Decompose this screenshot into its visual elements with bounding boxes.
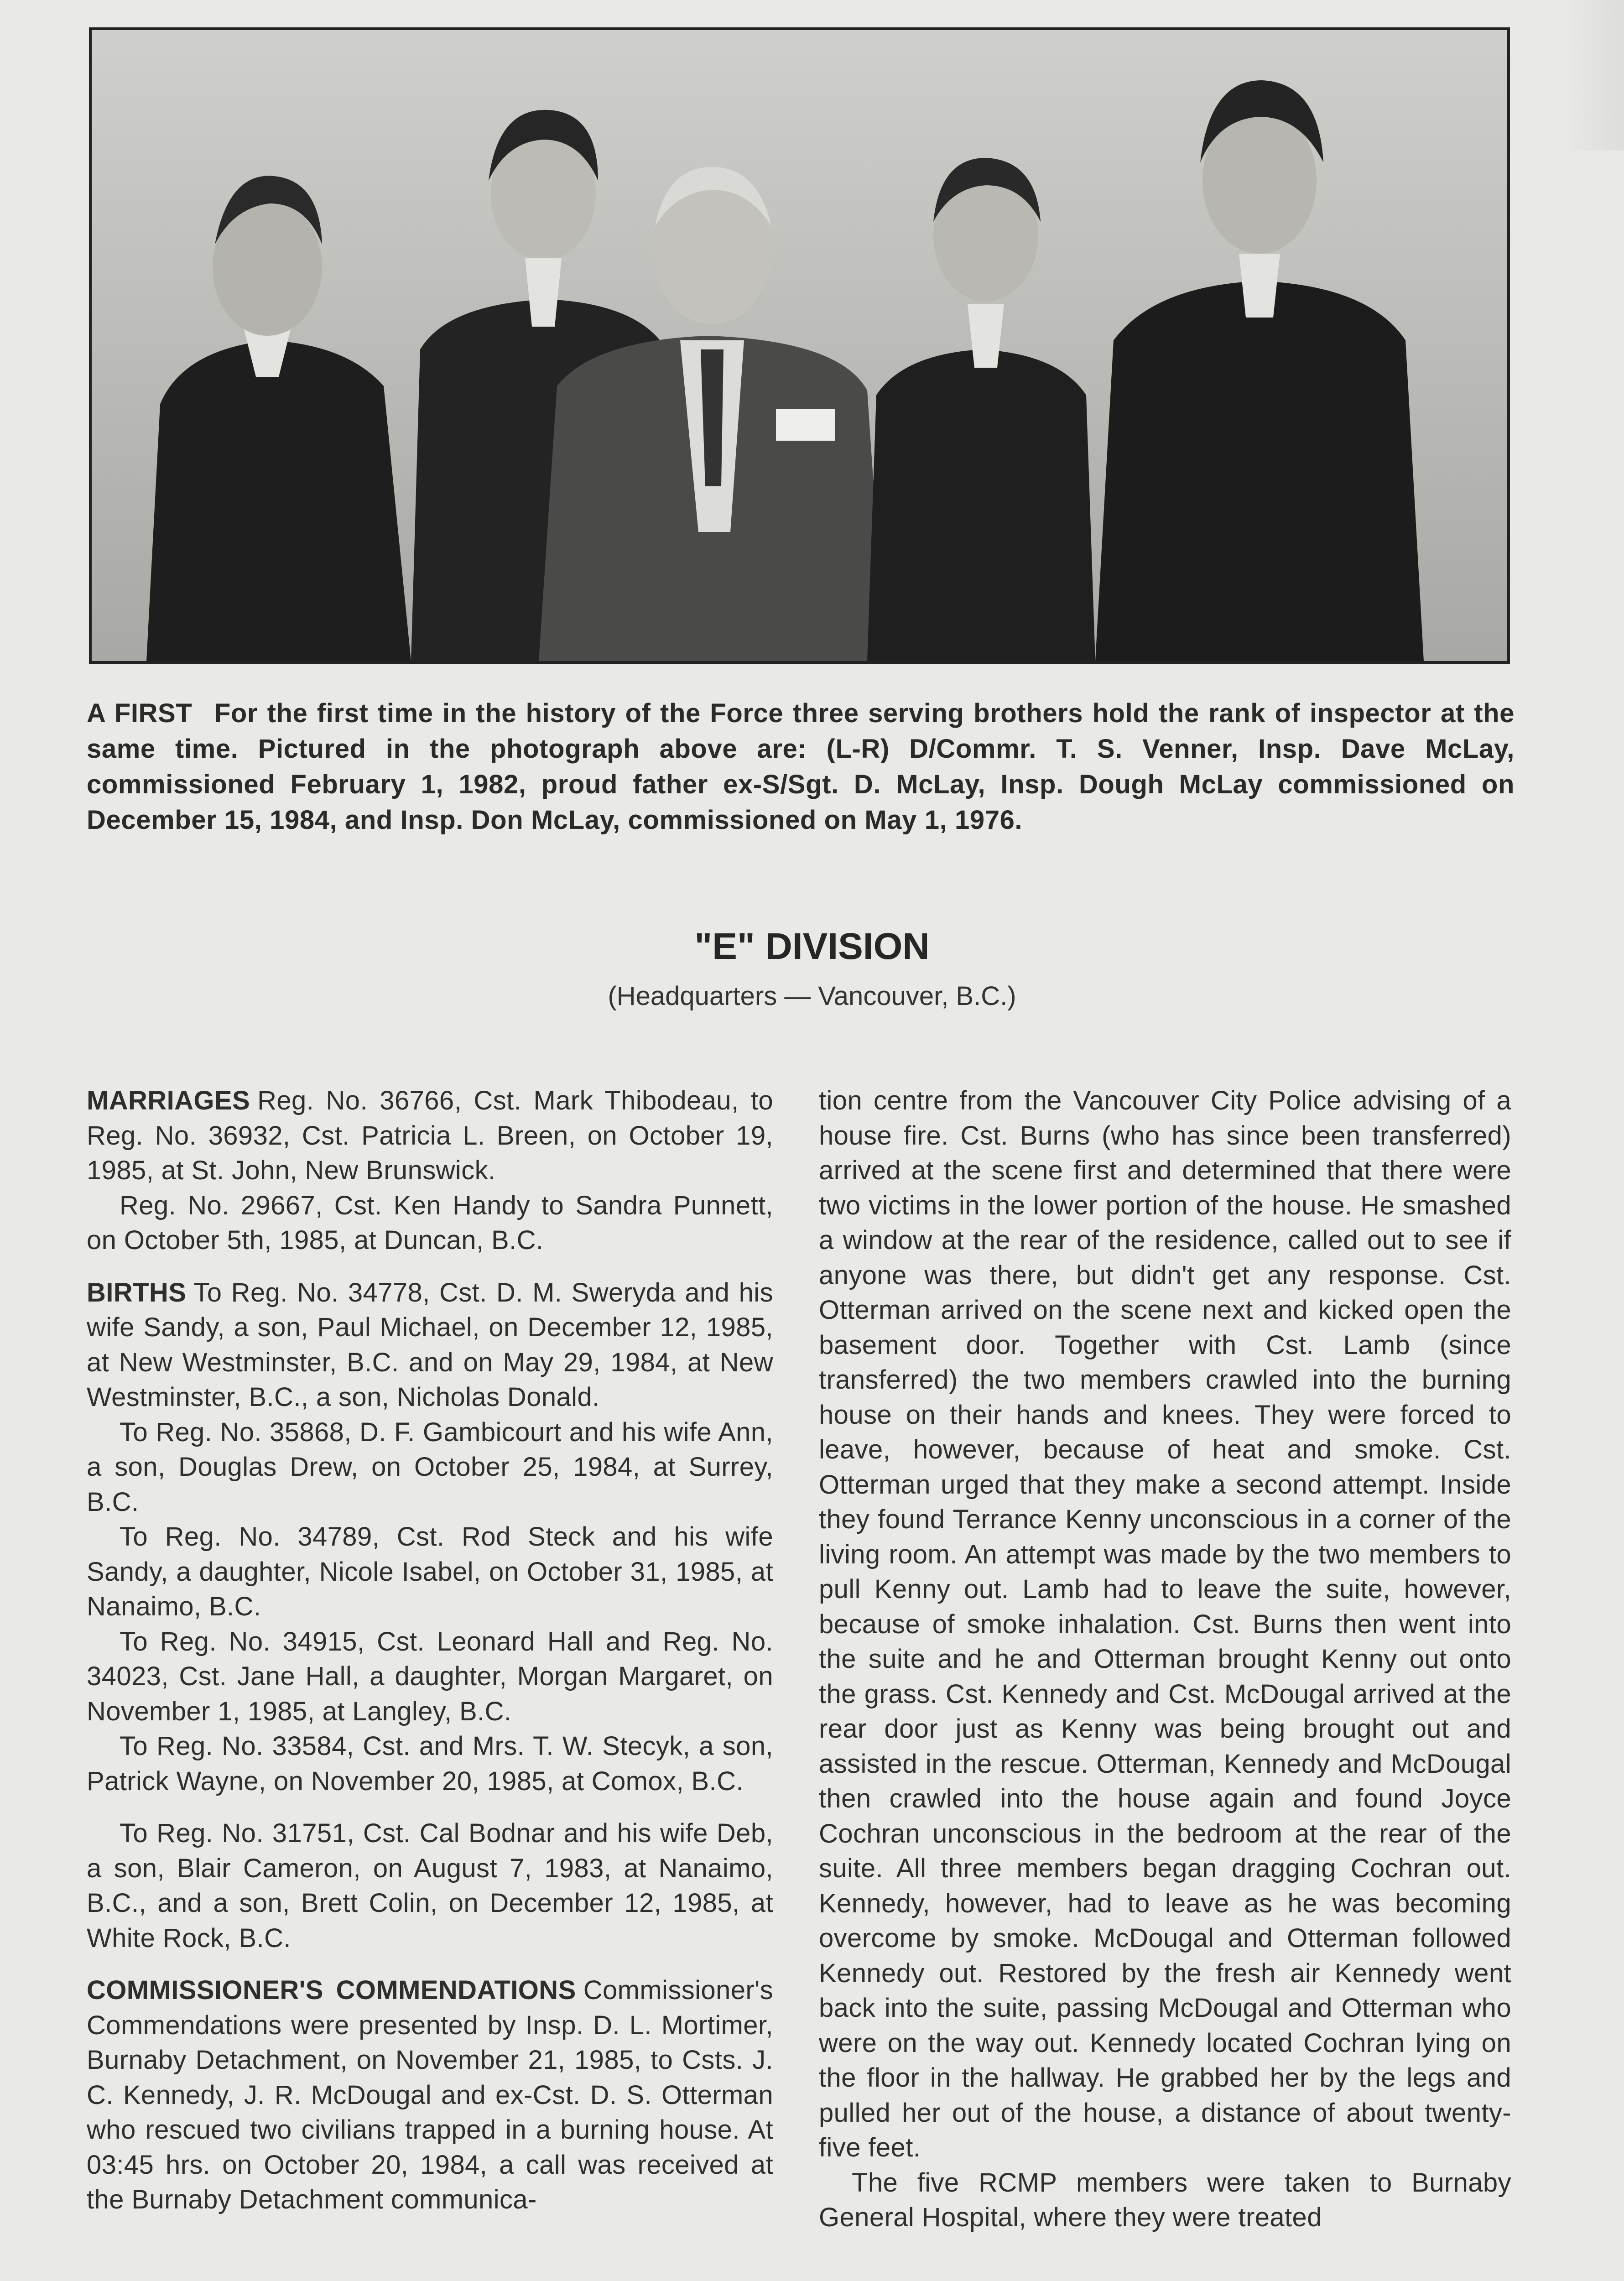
births-entry-3: To Reg. No. 34789, Cst. Rod Steck and his wife Sandy, a daughter, Nicole Isabel, on October 31, 1985, at Nanaimo, B.C.	[87, 1522, 773, 1621]
births-entry-2: To Reg. No. 35868, D. F. Gambicourt and his wife Ann, a son, Douglas Drew, on October 25, 1984, at Surrey, B.C.	[87, 1417, 773, 1517]
rescue-narrative: tion centre from the Vancouver City Police advising of a house fire. Cst. Burns (who has since been transferred) arrived at the scene first and determined that there were two victims in the lower portion of the house. He smashed a window at the rear of the residence, called out to see if anyone was there, but didn't get any response. Cst. Otterman arrived on the scene next and kicked open the basement door. Together with Cst. Lamb (since transferred) the two members crawled into the burning house on their hands and knees. They were forced to leave, however, because of heat and smoke. Cst. Otterman urged that they make a second attempt. Inside they found Terrance Kenny unconscious in a corner of the living room. An attempt was made by the two members to pull Kenny out. Lamb had to leave the suite, however, because of smoke inhalation. Cst. Burns then went into the suite and he and Otterman brought Kenny out onto the grass. Cst. Kennedy and Cst. McDougal arrived at the rear door just as Kenny was being brought out and assisted in the rescue. Otterman, Kennedy and McDougal then crawled into the house again and found Joyce Cochran unconscious in the bedroom at the rear of the suite. All three members began dragging Cochran out. Kennedy, however, had to leave as he was becoming overcome by smoke. McDougal and Otterman followed Kennedy out. Restored by the fresh air Kennedy went back into the suite, passing McDougal and Otterman who were on the way out. Kennedy located Cochran lying on the floor in the hallway. He grabbed her by the legs and pulled her out of the house, a distance of about twenty-five feet.	[819, 1086, 1511, 2162]
scan-edge-shadow	[1560, 0, 1624, 151]
caption-text: For the first time in the history of the Force three serving brothers hold the rank of inspector at the same time. Pictured in the photograph above are: (L-R) D/Commr. T. S. Venner, Insp. Dave McLay, commissioned February 1, 1982, proud father ex-S/Sgt. D. McLay, Insp. Dough McLay commissioned on December 15, 1984, and Insp. Don McLay, commissioned on May 1, 1976.	[87, 698, 1515, 835]
marriages-entry-1: Reg. No. 36766, Cst. Mark Thibodeau, to Reg. No. 36932, Cst. Patricia L. Breen, on October 19, 1985, at St. John, New Brunswick.	[87, 1086, 773, 1185]
section-subtitle: (Headquarters — Vancouver, B.C.)	[608, 981, 1016, 1011]
births-entry-4: To Reg. No. 34915, Cst. Leonard Hall and Reg. No. 34023, Cst. Jane Hall, a daughter, Morgan Margaret, on November 1, 1985, at Langley, B.C.	[87, 1626, 773, 1726]
marriages-heading: MARRIAGES	[87, 1086, 250, 1115]
commendations-text: Commissioner's Commendations were presented by Insp. D. L. Mortimer, Burnaby Detachment, on November 21, 1985, to Csts. J. C. Kennedy, J. R. McDougal and ex-Cst. D. S. Otterman who rescued two civilians trapped in a burning house. At 03:45 hrs. on October 20, 1984, a call was received at the Burnaby Detachment communica-	[87, 1975, 773, 2214]
group-portrait-image	[89, 27, 1510, 664]
births-entry-5: To Reg. No. 33584, Cst. and Mrs. T. W. Stecyk, a son, Patrick Wayne, on November 20, 1985, at Comox, B.C.	[87, 1731, 773, 1796]
births-heading: BIRTHS	[87, 1277, 187, 1307]
marriages-paragraph	[87, 1083, 773, 1188]
section-title: "E" DIVISION	[694, 926, 930, 967]
commendations-heading: COMMISSIONER'S COMMENDATIONS	[87, 1975, 576, 2005]
births-entry-1: To Reg. No. 34778, Cst. D. M. Sweryda and his wife Sandy, a son, Paul Michael, on December 12, 1985, at New Westminster, B.C. and on May 29, 1984, at New Westminster, B.C., a son, Nicholas Donald.	[87, 1277, 773, 1412]
births-entry-6: To Reg. No. 31751, Cst. Cal Bodnar and his wife Deb, a son, Blair Cameron, on August 7, 1983, at Nanaimo, B.C., and a son, Brett Colin, on December 12, 1985, at White Rock, B.C.	[87, 1818, 773, 1953]
births-paragraph	[87, 1276, 773, 1415]
photo-caption	[87, 696, 1515, 838]
right-column	[819, 1083, 1511, 2235]
hospital-paragraph: The five RCMP members were taken to Burnaby General Hospital, where they were treated	[819, 2167, 1511, 2232]
marriages-entry-2: Reg. No. 29667, Cst. Ken Handy to Sandra Punnett, on October 5th, 1985, at Duncan, B.C.	[87, 1190, 773, 1255]
commendations-paragraph	[87, 1973, 773, 2218]
photo-illustration	[92, 30, 1507, 661]
caption-lead: A FIRST	[87, 698, 193, 728]
left-column	[87, 1083, 773, 2218]
